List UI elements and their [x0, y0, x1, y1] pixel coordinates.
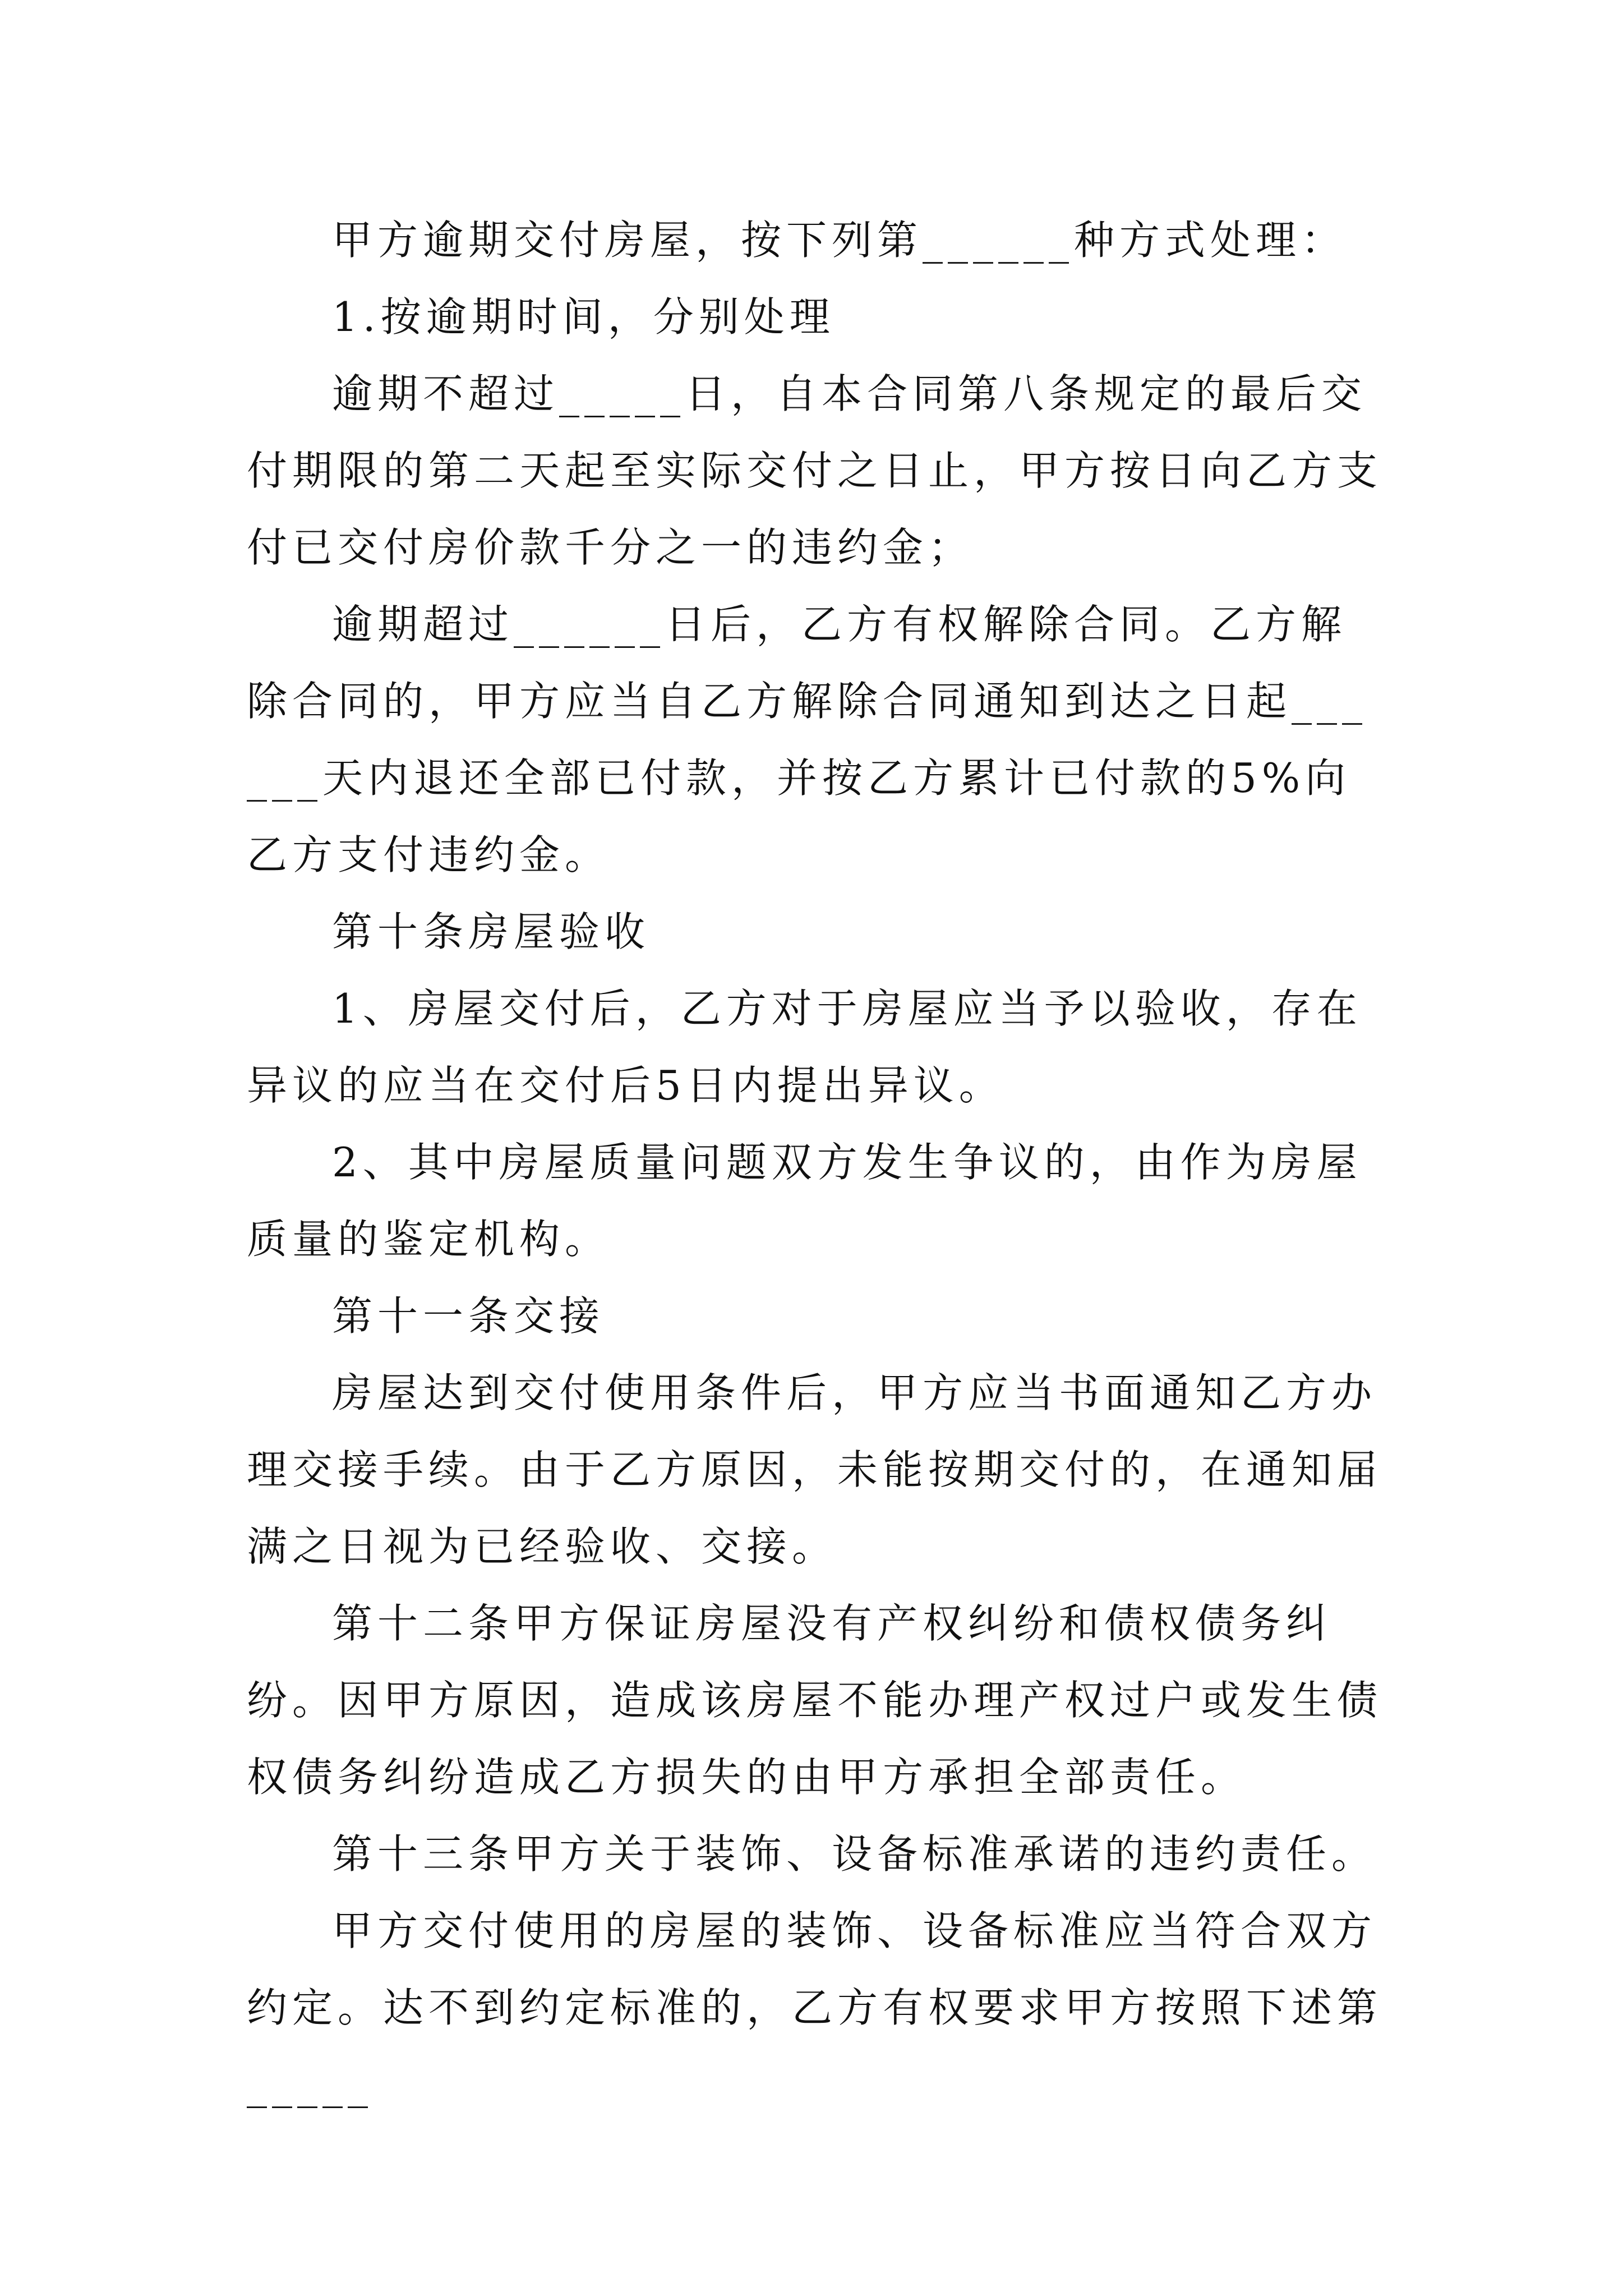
paragraph-delay-within-limit: 逾期不超过_____日，自本合同第八条规定的最后交付期限的第二天起至实际交付之日止，甲方按日向乙方支付已交付房价款千分之一的违约金； [247, 370, 1383, 571]
paragraph-decoration-standard: 甲方交付使用的房屋的装饰、设备标准应当符合双方约定。达不到约定标准的，乙方有权要求甲方按照下述第_____ [247, 1907, 1383, 2108]
paragraph-article-12: 第十二条甲方保证房屋没有产权纠纷和债权债务纠纷。因甲方原因，造成该房屋不能办理产权过户或发生债权债务纠纷造成乙方损失的由甲方承担全部责任。 [247, 1600, 1383, 1801]
heading-article-13: 第十三条甲方关于装饰、设备标准承诺的违约责任。 [332, 1830, 1377, 1878]
heading-article-10: 第十条房屋验收 [332, 908, 651, 955]
heading-article-11: 第十一条交接 [332, 1292, 605, 1340]
paragraph-delay-handling: 甲方逾期交付房屋，按下列第______种方式处理： [332, 217, 1347, 264]
paragraph-inspection-1: 1、房屋交付后，乙方对于房屋应当予以验收，存在异议的应当在交付后5日内提出异议。 [247, 985, 1362, 1109]
paragraph-delay-exceeding-limit: 逾期超过______日后，乙方有权解除合同。乙方解除合同的，甲方应当自乙方解除合同通知到达之日起______天内退还全部已付款，并按乙方累计已付款的5%向乙方支付违约金。 [247, 601, 1368, 878]
document-body [247, 202, 1385, 2123]
paragraph-inspection-2: 2、其中房屋质量问题双方发生争议的，由作为房屋质量的鉴定机构。 [247, 1139, 1362, 1263]
paragraph-handover: 房屋达到交付使用条件后，甲方应当书面通知乙方办理交接手续。由于乙方原因，未能按期交付的，在通知届满之日视为已经验收、交接。 [247, 1369, 1383, 1570]
paragraph-item-1: 1.按逾期时间，分别处理 [332, 293, 835, 341]
